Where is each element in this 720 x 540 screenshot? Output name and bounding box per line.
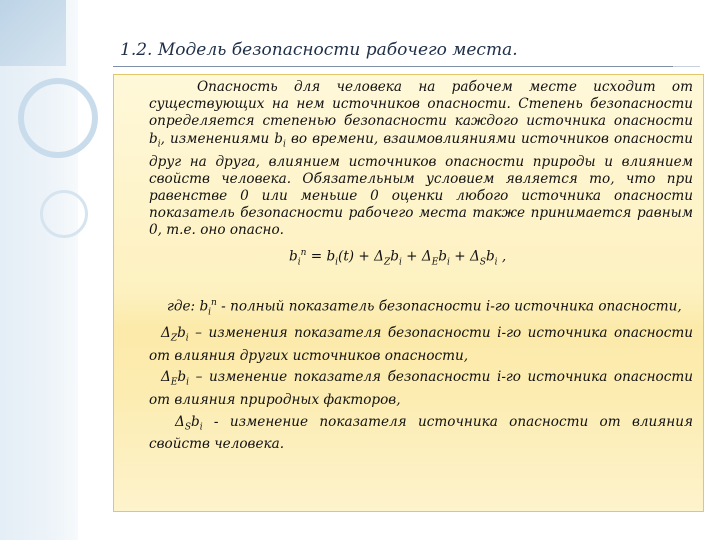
intro-sub-2: i: [283, 139, 286, 150]
intro-sub-1: i: [157, 139, 161, 150]
def4-symbol: b: [191, 413, 200, 430]
content-box: [113, 74, 704, 512]
def4-sub: S: [184, 422, 191, 433]
formula-lhs-sub: i: [297, 256, 301, 267]
formula-i-sub-s: i: [494, 256, 498, 267]
formula-tail: ,: [497, 248, 507, 265]
formula-plus-3: +: [449, 248, 470, 265]
def4-delta: Δ: [175, 413, 185, 430]
formula-delta-s: Δ: [469, 248, 480, 265]
intro-text-1: Опасность для человека на рабочем месте исходит от существующих на нем источников опасности. Степень безопасности определяется степенью безопасности каждого источника опасности b: [149, 79, 693, 147]
definition-delta-z: [149, 325, 693, 365]
def1-text: - полный показатель безопасности i-го источника опасности,: [216, 298, 682, 315]
def4-text: - изменение показателя источника опасности от влияния свойств человека.: [149, 413, 693, 453]
def2-symbol: b: [177, 325, 186, 342]
title-underline: [113, 66, 673, 67]
formula-e-sub: E: [431, 256, 439, 267]
def1-sub: i: [208, 307, 212, 318]
formula-plus-1: +: [354, 248, 375, 265]
def2-text: – изменения показателя безопасности i-го источника опасности от влияния других источников опасности,: [149, 325, 693, 365]
slide-title: 1.2. Модель безопасности рабочего места.: [120, 40, 518, 60]
intro-text-2: , изменениями b: [160, 130, 284, 147]
formula-b-z: b: [390, 248, 399, 265]
def2-isub: i: [185, 333, 189, 344]
def3-sub: E: [170, 378, 178, 389]
formula-eq: =: [306, 248, 327, 265]
formula: [289, 244, 693, 271]
def4-isub: i: [199, 422, 203, 433]
formula-z-sub: Z: [383, 256, 391, 267]
formula-t1-arg: (t): [338, 248, 355, 265]
formula-b-e: b: [438, 248, 447, 265]
def3-text: – изменение показателя безопасности i-го источника опасности от влияния природных факторов,: [149, 369, 693, 409]
definition-total: [149, 295, 693, 321]
formula-lhs: b: [289, 248, 298, 265]
def2-delta: Δ: [161, 325, 171, 342]
decor-ring: [18, 78, 98, 158]
def3-isub: i: [186, 378, 189, 389]
formula-delta-e: Δ: [421, 248, 432, 265]
formula-plus-2: +: [401, 248, 422, 265]
definition-delta-s: [149, 414, 693, 454]
def3-symbol: b: [177, 369, 187, 386]
title-underline-end: [673, 66, 700, 67]
intro-paragraph: [149, 79, 693, 240]
def1-sup: п: [211, 297, 217, 308]
formula-b-s: b: [485, 248, 495, 265]
formula-i-sub-z: i: [398, 256, 402, 267]
decor-ring-small: [40, 190, 88, 238]
formula-lhs-sup: п: [300, 247, 307, 258]
definitions: [149, 295, 693, 454]
definition-delta-e: [149, 369, 693, 409]
def3-delta: Δ: [161, 369, 171, 386]
formula-delta-z: Δ: [374, 248, 384, 265]
formula-i-sub-e: i: [447, 256, 450, 267]
formula-t1: b: [326, 248, 336, 265]
formula-t1-sub: i: [335, 256, 339, 267]
def2-sub: Z: [170, 333, 178, 344]
def1-symbol: b: [199, 298, 209, 315]
corner-decor-square: [0, 0, 66, 66]
where-label: где:: [167, 298, 200, 315]
formula-s-sub: S: [479, 256, 486, 267]
intro-text-3: во времени, взаимовлияниями источников опасности друг на друга, влиянием источников опасности природы и влиянием свойств человека. Обязательным условием является то, что при равенстве 0 или меньше 0 оценки любого источника опасности показатель безопасности рабочего места также принимается равным 0, т.е. оно опасно.: [149, 130, 694, 239]
